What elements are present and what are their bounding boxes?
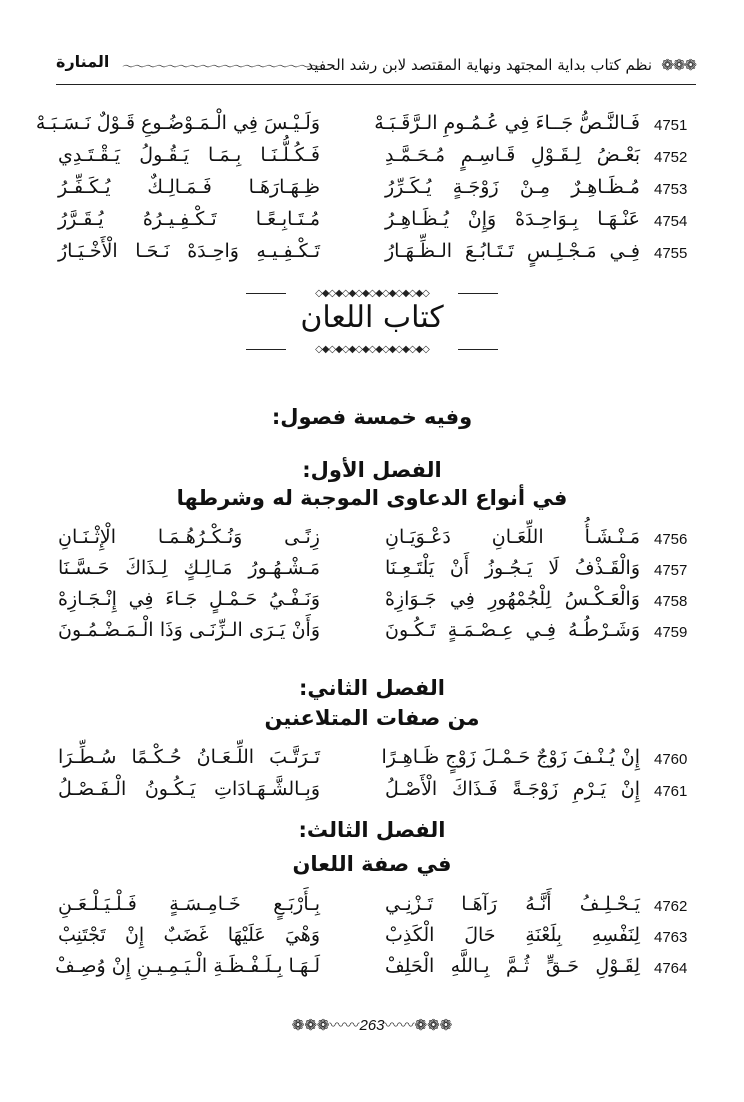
verse-first-hemistich: مُـظَـاهِـرٌ مِـنْ زَوْجَـةٍ يُـكَـرِّرُ: [385, 176, 640, 198]
verse-second-hemistich: فَـكُـلُّـنَـا بِـمَـا يَـقُـولُ يَـقْـتَـدِي: [58, 144, 320, 166]
verse-number: 4756: [654, 531, 688, 548]
verse-number: 4754: [654, 213, 688, 230]
verse-second-hemistich: وَلَـيْـسَ فِي الْـمَـوْضُـوعِ قَـوْلٌ نَـسَـبَـهْ: [35, 112, 320, 134]
verse-first-hemistich: وَالْقَـذْفُ لَا يَـجُـوزُ أَنْ يَلْتَـعِـنَا: [385, 557, 640, 579]
intro-heading: وفيه خمسة فصول:: [271, 405, 473, 429]
verse-first-hemistich: فَـالنَّـصُّ جَــاءَ فِي عُـمُـومِ الـرَّقَـبَـهْ: [374, 112, 640, 134]
verse-first-hemistich: عَنْـهَـا بِـوَاحِـدَهْ وَإِنْ يُـظَـاهِـرُ: [385, 208, 640, 230]
verse-number: 4755: [654, 245, 688, 262]
verse-second-hemistich: وَنَـفْـيُ حَـمْـلٍ جَـاءَ فِي إِنْـجَـازِهْ: [58, 588, 320, 610]
verse-number: 4753: [654, 181, 688, 198]
rosette-ornament-icon: ❁❁❁: [291, 1017, 330, 1034]
verse-row: [35, 112, 698, 142]
verse-number: 4759: [654, 624, 688, 641]
verse-second-hemistich: تَـكْـفِـيـهِ وَاحِـدَهْ نَـحَـا الْأَخْـيَـارُ: [58, 240, 320, 262]
verse-row: [58, 619, 698, 649]
verse-second-hemistich: تَـرَتَّـبَ اللِّـعَـانُ حُـكْـمًا سُـطِّـرَا: [58, 746, 320, 768]
verse-first-hemistich: يَـحْـلِـفُ أَنَّـهُ رَآهَـا تَـزْنِـي: [385, 893, 640, 915]
ornament-chain-bottom: ◇◆◇◆◇◆◇◆◇◆◇◆◇◆◇◆◇: [246, 344, 498, 356]
verse-row: [58, 208, 698, 238]
wave-divider: 〰〰: [384, 1017, 415, 1034]
verse-number: 4763: [654, 929, 688, 946]
verse-first-hemistich: فِـي مَـجْـلِـسٍ تَـتَـابُـعَ الـظِّـهَـارُ: [385, 240, 640, 262]
verse-second-hemistich: وَبِـالشَّـهَـادَاتِ يَـكُـونُ الْـفَـصْـلُ: [58, 778, 320, 800]
verse-number: 4762: [654, 898, 688, 915]
verse-first-hemistich: بَعْـضُ لِـقَـوْلِ قَـاسِـمٍ مُـحَـمَّـدِ: [385, 144, 640, 166]
verse-second-hemistich: لَـهَـا بِـلَـفْـظَـةِ الْـيَـمِـيـنِ إِنْ وُصِـفْ: [55, 955, 320, 977]
verse-first-hemistich: وَشَـرْطُـهُ فِـي عِـصْـمَـةٍ تَـكُـونَ: [385, 619, 640, 641]
verse-second-hemistich: وَهْيَ عَلَيْهَا غَضَبٌ إِنْ تَجْتَنِبْ: [58, 924, 320, 946]
verse-row: [58, 924, 698, 954]
page-footer: [260, 1014, 484, 1035]
section-subtitle: في صفة اللعان: [292, 852, 452, 876]
verse-number: 4752: [654, 149, 688, 166]
verse-row: [58, 176, 698, 206]
verse-row: [58, 588, 698, 618]
verse-number: 4761: [654, 783, 688, 800]
verse-second-hemistich: بِـأَرْبَـعٍ خَـامِـسَـةٍ فَـلْـيَـلْـعَـنِ: [58, 893, 320, 915]
verse-second-hemistich: زِنًـى وَنُـكْـرُهُـمَـا الْإِثْـنَـانِ: [58, 526, 320, 548]
verse-number: 4764: [654, 960, 688, 977]
verse-first-hemistich: إِنْ يُـنْـفَ زَوْجٌ حَـمْـلَ زَوْجٍ ظَـاهِـرًا: [381, 746, 640, 768]
book-title: كتاب اللعان: [300, 300, 444, 335]
verse-second-hemistich: مُـتَـابِـعًـا تَـكْـفِـيـرُهُ يُـقَـرَّرُ: [58, 208, 320, 230]
verse-row: [58, 526, 698, 556]
section-subtitle: في أنواع الدعاوى الموجبة له وشرطها: [176, 486, 568, 510]
verse-row: [55, 955, 698, 985]
ornament-chain-top: ◇◆◇◆◇◆◇◆◇◆◇◆◇◆◇◆◇: [246, 288, 498, 300]
verse-first-hemistich: لِقَـوْلِ حَـقٍّ ثُـمَّ بِـاللَّهِ الْحَلِفْ: [385, 955, 640, 977]
section-title: الفصل الأول:: [302, 458, 442, 482]
wave-divider: 〰〰: [329, 1017, 360, 1034]
verse-number: 4751: [654, 117, 688, 134]
verse-row: [58, 240, 698, 270]
running-header: [56, 50, 696, 84]
running-title: نظم كتاب بداية المجتهد ونهاية المقتصد لابن رشد الحفيد: [306, 56, 652, 74]
rosette-ornament-icon: ❁❁❁: [414, 1017, 453, 1034]
section-title: الفصل الثالث:: [298, 818, 446, 842]
verse-number: 4758: [654, 593, 688, 610]
verse-second-hemistich: مَـشْـهُـورُ مَـالِـكٍ لِـذَاكَ حَـسَّـنَا: [58, 557, 320, 579]
verse-row: [58, 557, 698, 587]
series-label: المنارة: [56, 52, 110, 71]
verse-first-hemistich: لِنَفْسِهِ بِلَعْنَةِ حَالَ الْكَذِبْ: [385, 924, 640, 946]
verse-first-hemistich: وَالْعَـكْـسُ لِلْجُمْهُورِ فِي جَـوَازِهْ: [385, 588, 640, 610]
verse-second-hemistich: ظِـهَـارَهَـا فَـمَـالِـكٌ يُـكَـفِّـرُ: [58, 176, 320, 198]
verse-first-hemistich: إِنْ يَـرْمِ زَوْجَـةً فَـذَاكَ الْأَصْـلُ: [385, 778, 640, 800]
page-number: 263: [359, 1017, 385, 1034]
verse-first-hemistich: مَـنْـشَـأُ اللِّعَـانِ دَعْـوَيَـانِ: [385, 526, 640, 548]
section-title: الفصل الثاني:: [298, 676, 445, 700]
verse-row: [58, 893, 698, 923]
rosette-ornament-icon: ❁❁❁: [661, 56, 696, 74]
header-rule: [56, 84, 696, 85]
verse-row: [58, 746, 698, 776]
verse-number: 4757: [654, 562, 688, 579]
wave-divider: 〜〜〜〜〜〜〜〜〜〜〜〜〜〜〜〜〜〜: [122, 60, 321, 75]
verse-second-hemistich: وَأَنْ يَـرَى الـزِّنَـى وَذَا الْـمَـضْـمُـونَ: [58, 619, 320, 641]
verse-number: 4760: [654, 751, 688, 768]
section-subtitle: من صفات المتلاعنين: [264, 706, 480, 730]
verse-row: [58, 778, 698, 808]
verse-row: [58, 144, 698, 174]
